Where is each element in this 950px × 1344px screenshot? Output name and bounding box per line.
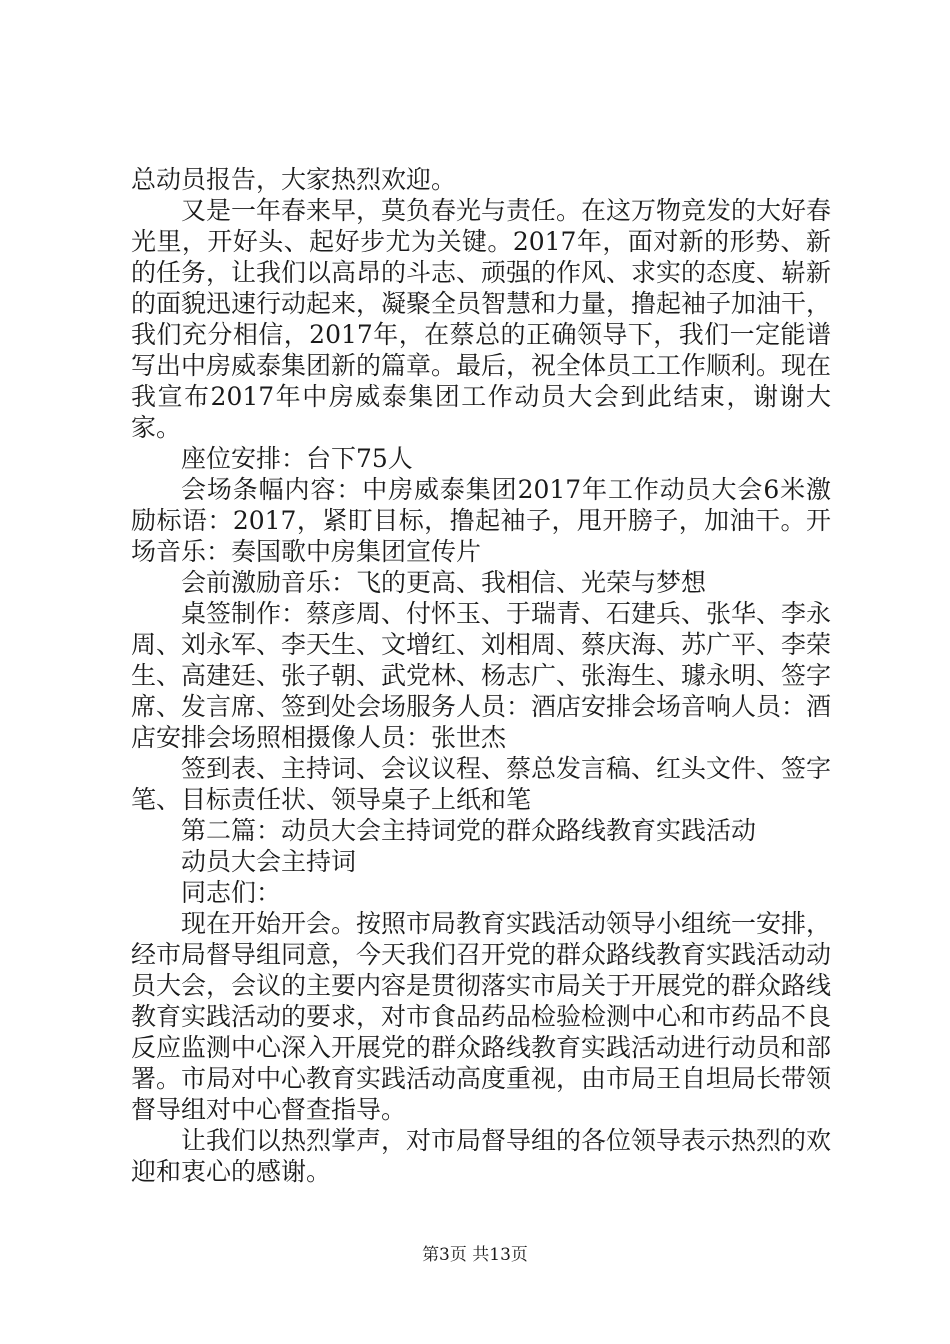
- section-heading: 第二篇：动员大会主持词党的群众路线教育实践活动: [181, 816, 757, 845]
- paragraph-banner: 会场条幅内容：中房威泰集团2017年工作动员大会6米激励标语：2017，紧盯目标，撸起袖子，甩开膀子，加油干。开场音乐：奏国歌中房集团宣传片: [131, 475, 831, 566]
- document-body: [131, 164, 831, 1187]
- page-footer: 第3页 共13页: [422, 1245, 528, 1265]
- paragraph-music: 会前激励音乐：飞的更高、我相信、光荣与梦想: [181, 568, 707, 597]
- paragraph-continuation: 总动员报告，大家热烈欢迎。: [131, 165, 457, 194]
- salutation: 同志们：: [181, 878, 282, 907]
- paragraph-table-cards: 桌签制作：蔡彦周、付怀玉、于瑞青、石建兵、张华、李永周、刘永军、李天生、文增红、刘相周、蔡庆海、苏广平、李荣生、高建廷、张子朝、武党林、杨志广、张海生、璩永明、签字席、发言席、签到处会场服务人员：酒店安排会场音响人员：酒店安排会场照相摄像人员：张世杰: [131, 599, 832, 752]
- paragraph-welcome: 让我们以热烈掌声，对市局督导组的各位领导表示热烈的欢迎和衷心的感谢。: [131, 1126, 832, 1186]
- paragraph-closing-remarks: 又是一年春来早，莫负春光与责任。在这万物竞发的大好春光里，开好头、起好步尤为关键。2017年，面对新的形势、新的任务，让我们以高昂的斗志、顽强的作风、求实的态度、崭新的面貌迅速行动起来，凝聚全员智慧和力量，撸起袖子加油干，我们充分相信，2017年，在蔡总的正确领导下，我们一定能谱写出中房威泰集团新的篇章。最后，祝全体员工工作顺利。现在我宣布2017年中房威泰集团工作动员大会到此结束，谢谢大家。: [131, 196, 832, 442]
- paragraph-seating: 座位安排：台下75人: [181, 444, 413, 473]
- paragraph-meeting-intro: 现在开始开会。按照市局教育实践活动领导小组统一安排，经市局督导组同意，今天我们召开党的群众路线教育实践活动动员大会，会议的主要内容是贯彻落实市局关于开展党的群众路线教育实践活动的要求，对市食品药品检验检测中心和市药品不良反应监测中心深入开展党的群众路线教育实践活动进行动员和部署。市局对中心教育实践活动高度重视，由市局王自坦局长带领督导组对中心督查指导。: [131, 909, 832, 1124]
- paragraph-materials: 签到表、主持词、会议议程、蔡总发言稿、红头文件、签字笔、目标责任状、领导桌子上纸和笔: [131, 754, 832, 814]
- section-subtitle: 动员大会主持词: [181, 847, 357, 876]
